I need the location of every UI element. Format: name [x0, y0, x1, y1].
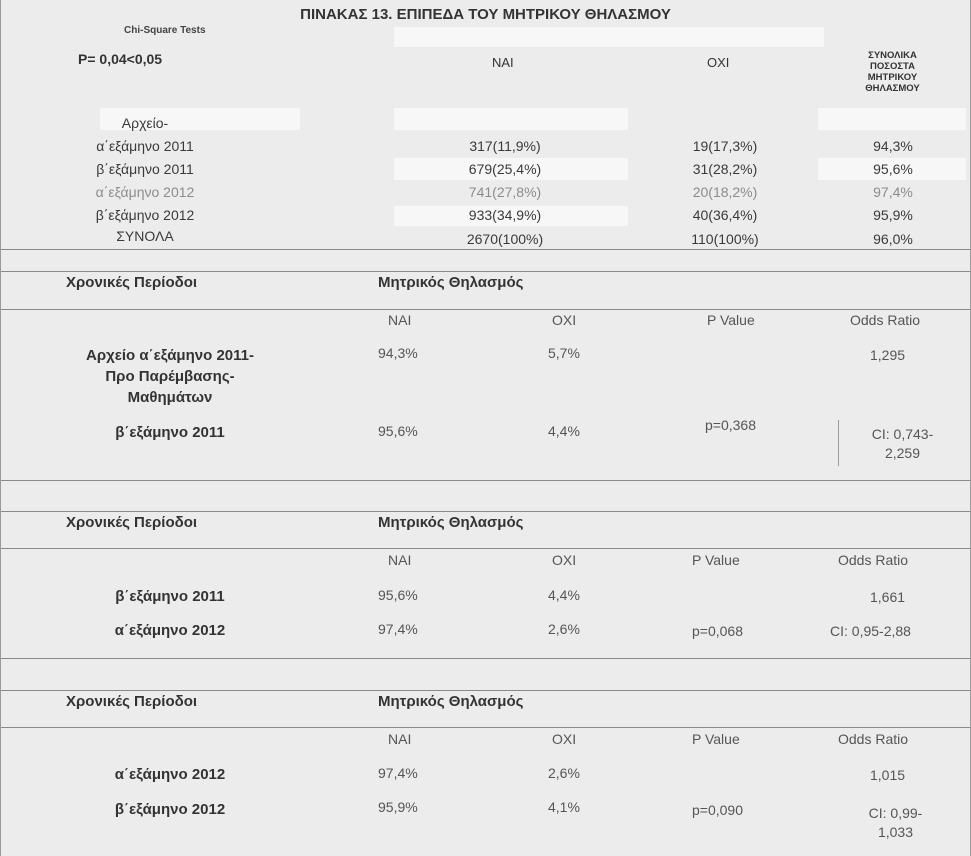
- section1-row1-yes: 94,3%: [378, 345, 418, 361]
- row-label: β΄εξάμηνο 2012: [95, 207, 195, 223]
- yes-value: 679(25,4%): [468, 161, 542, 177]
- no-value: 19(17,3%): [692, 138, 758, 154]
- section3-odds-ratio: 1,015: [870, 767, 906, 783]
- section2-row1-yes: 95,6%: [378, 587, 418, 603]
- section1-row1-no: 5,7%: [548, 345, 580, 361]
- table-divider: [0, 480, 971, 481]
- section2-p-value: p=0,068: [692, 623, 743, 639]
- table-divider: [0, 271, 971, 272]
- col-no: ΟΧΙ: [552, 312, 577, 328]
- table-subtitle: Chi-Square Tests: [124, 25, 206, 36]
- header-cell-blank: [394, 27, 824, 47]
- section1-p-value: p=0,368: [705, 417, 756, 433]
- section3-row1-no: 2,6%: [548, 765, 580, 781]
- no-total: 110(100%): [691, 231, 759, 247]
- col-odds-ratio: Odds Ratio: [838, 552, 909, 568]
- section2-row1-label: β΄εξάμηνο 2011: [115, 588, 225, 605]
- section3-row1-label: α΄εξάμηνο 2012: [114, 766, 226, 783]
- row-label: β΄εξάμηνο 2011: [96, 161, 194, 177]
- section3-p-value: p=0,090: [692, 802, 743, 818]
- col-no: ΟΧΙ: [552, 731, 577, 747]
- col-no: ΟΧΙ: [552, 552, 577, 568]
- col-yes: ΝΑΙ: [388, 731, 412, 747]
- col-odds-ratio: Odds Ratio: [850, 312, 921, 328]
- section3-row1-yes: 97,4%: [378, 765, 418, 781]
- col-p-value: P Value: [692, 552, 740, 568]
- section2-bf-header: Μητρικός Θηλασμός: [378, 514, 524, 531]
- section2-row2-yes: 97,4%: [378, 621, 418, 637]
- section2-row1-no: 4,4%: [548, 587, 580, 603]
- row-label-archive: Αρχείο-: [121, 115, 169, 131]
- total-value: 95,9%: [873, 207, 913, 223]
- col-total-header: ΣΥΝΟΛΙΚΑ ΠΟΣΟΣΤΑ ΜΗΤΡΙΚΟΥ ΘΗΛΑΣΜΟΥ: [865, 50, 920, 94]
- yes-value: 933(34,9%): [468, 207, 542, 223]
- yes-total: 2670(100%): [466, 231, 544, 247]
- section1-ci: CI: 0,743- 2,259: [871, 426, 934, 461]
- col-yes-header: ΝΑΙ: [492, 55, 514, 70]
- section2-row2-no: 2,6%: [548, 621, 580, 637]
- no-value: 20(18,2%): [692, 184, 758, 200]
- col-p-value: P Value: [707, 312, 755, 328]
- section1-row1-label: Αρχείο α΄εξάμηνο 2011- Προ Παρέμβασης- Μαθημάτων: [86, 347, 254, 406]
- yes-value: 741(27,8%): [468, 184, 542, 200]
- section-divider: [0, 309, 971, 310]
- row-label: α΄εξάμηνο 2011: [96, 138, 194, 154]
- table-divider: [0, 658, 971, 659]
- section3-ci: CI: 0,99- 1,033: [868, 805, 923, 840]
- col-odds-ratio: Odds Ratio: [838, 731, 909, 747]
- section-divider: [0, 548, 971, 549]
- total-value: 95,6%: [873, 161, 913, 177]
- or-cell-border: [838, 420, 839, 466]
- section2-odds-ratio: 1,661: [870, 589, 906, 605]
- section1-bf-header: Μητρικός Θηλασμός: [378, 274, 524, 291]
- table-divider: [0, 690, 971, 691]
- row-label: α΄εξάμηνο 2012: [95, 184, 195, 200]
- section-divider: [0, 727, 971, 728]
- section3-row2-no: 4,1%: [548, 799, 580, 815]
- section1-odds-ratio: 1,295: [870, 347, 906, 363]
- section1-row2-no: 4,4%: [548, 423, 580, 439]
- section3-row2-yes: 95,9%: [378, 799, 418, 815]
- col-yes: ΝΑΙ: [388, 312, 412, 328]
- table-divider: [0, 249, 971, 250]
- section2-period-header: Χρονικές Περίοδοι: [66, 514, 198, 531]
- total-overall: 96,0%: [873, 231, 913, 247]
- section3-row2-label: β΄εξάμηνο 2012: [114, 801, 226, 818]
- row-label-totals: ΣΥΝΟΛΑ: [116, 228, 174, 244]
- section3-bf-header: Μητρικός Θηλασμός: [378, 693, 524, 710]
- total-value: 97,4%: [873, 184, 913, 200]
- section2-ci: CI: 0,95-2,88: [830, 623, 911, 639]
- section3-period-header: Χρονικές Περίοδοι: [66, 693, 198, 710]
- section1-period-header: Χρονικές Περίοδοι: [66, 274, 198, 291]
- total-value: 94,3%: [873, 138, 913, 154]
- no-value: 31(28,2%): [692, 161, 758, 177]
- yes-value: 317(11,9%): [469, 138, 541, 154]
- frame-left: [0, 0, 1, 856]
- table-divider: [0, 511, 971, 512]
- table-title: ΠΙΝΑΚΑΣ 13. ΕΠΙΠΕΔΑ ΤΟΥ ΜΗΤΡΙΚΟΥ ΘΗΛΑΣΜΟΥ: [300, 6, 671, 23]
- section1-row2-yes: 95,6%: [378, 423, 418, 439]
- col-p-value: P Value: [692, 731, 740, 747]
- col-yes: ΝΑΙ: [388, 552, 412, 568]
- total-cell-blank: [818, 108, 966, 130]
- section1-row2-label: β΄εξάμηνο 2011: [115, 424, 225, 441]
- chi-square-p: P= 0,04<0,05: [78, 51, 163, 67]
- col-no-header: ΟΧΙ: [707, 55, 730, 70]
- yes-cell-blank: [394, 108, 628, 130]
- section2-row2-label: α΄εξάμηνο 2012: [114, 622, 226, 639]
- no-value: 40(36,4%): [692, 207, 758, 223]
